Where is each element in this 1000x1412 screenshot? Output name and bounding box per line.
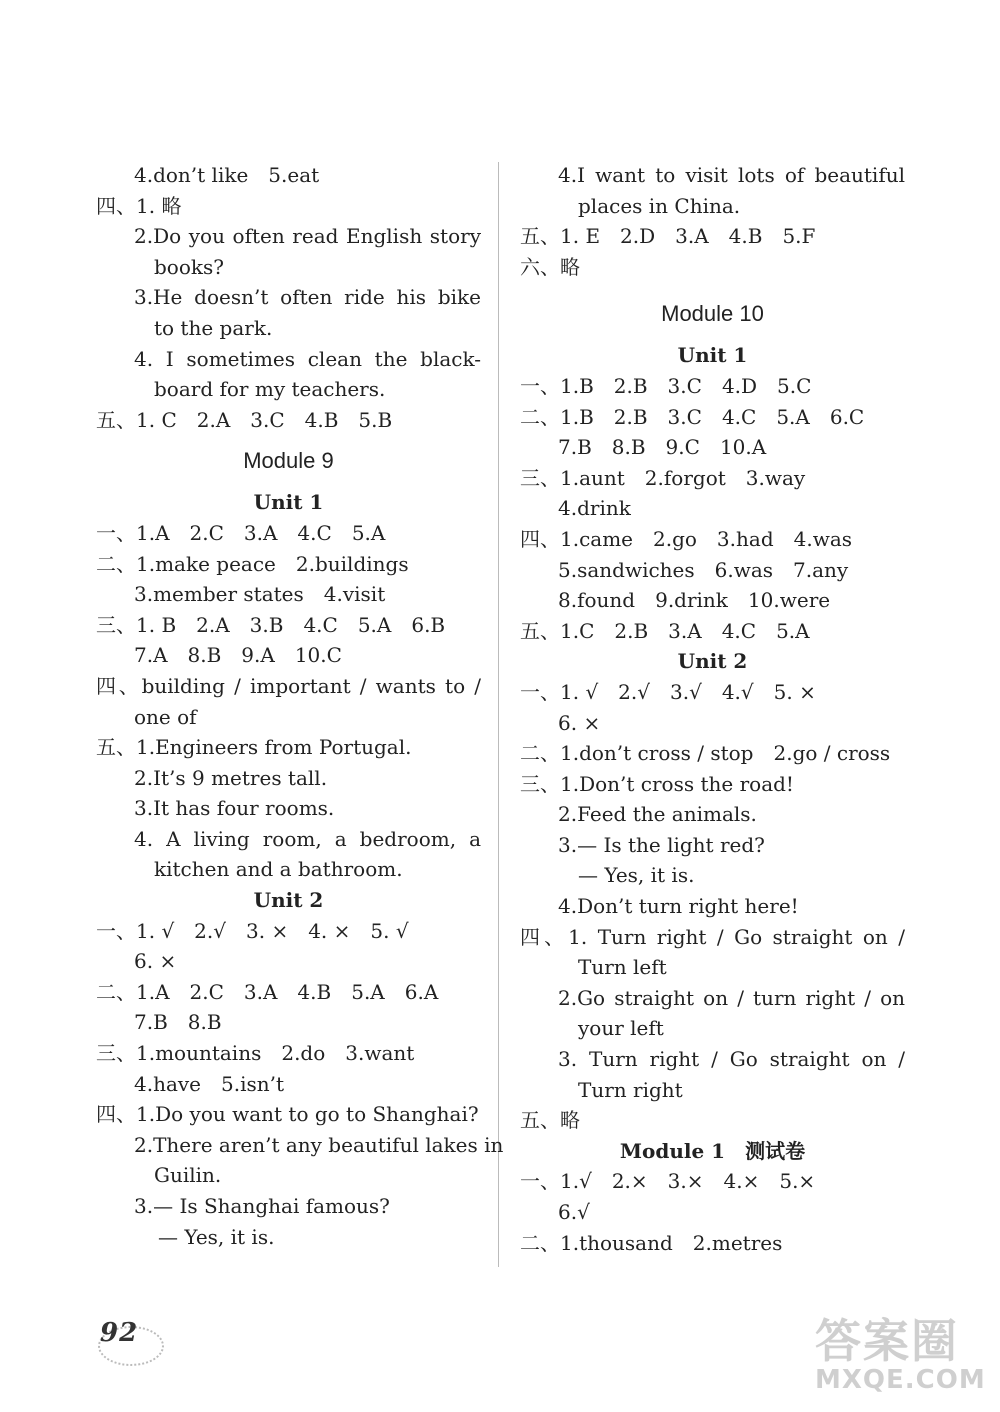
answer-line: 2.It’s 9 metres tall. [134,765,328,790]
answer-line: 7.A 8.B 9.A 10.C [134,643,342,668]
answer-line: your left [578,1016,664,1041]
answer-line: 二、1.make peace 2.buildings [96,551,409,576]
watermark-logo-text: 答案圈 [815,1314,959,1368]
answer-line: 4.have 5.isn’t [134,1071,285,1096]
unit-1-title: Unit 1 [677,343,748,368]
unit-1-title: Unit 1 [253,490,324,515]
answer-line: to the park. [154,315,273,340]
answer-line: 6.√ [558,1200,590,1224]
answer-line: places in China. [578,193,741,218]
answer-line: 五、1.Engineers from Portugal. [96,735,412,760]
answer-line: 6. × [134,949,177,974]
answer-line: 3.He doesn’t often ride his bike [134,285,481,310]
answer-line: 2.Do you often read English story [134,224,481,249]
unit-2-title: Unit 2 [677,649,748,674]
answer-line: 4. I sometimes clean the black- [134,346,481,371]
answer-line: 3.member states 4.visit [134,582,386,607]
unit-2-title: Unit 2 [253,888,324,913]
answer-line: kitchen and a bathroom. [154,857,403,882]
answer-line: 五、略 [520,1108,580,1133]
answer-line: 二、1.thousand 2.metres [520,1230,783,1255]
answer-line: 7.B 8.B 9.C 10.A [558,435,767,460]
answer-line: 三、1.mountains 2.do 3.want [96,1041,415,1066]
answer-line: 3.— Is the light red? [558,832,765,857]
answer-line: 2.There aren’t any beautiful lakes in [134,1132,504,1157]
answer-line: 四、1.came 2.go 3.had 4.was [520,526,853,551]
answer-line: 4.don’t like 5.eat [134,163,320,187]
answer-line: 四、building / important / wants to / [96,673,481,698]
answer-line: 四、1. 略 [96,193,182,218]
column-divider [498,162,499,1267]
answer-line: 三、1. B 2.A 3.B 4.C 5.A 6.B [96,612,446,637]
left-column [96,160,504,1252]
answer-line: 二、1.don’t cross / stop 2.go / cross [520,741,891,766]
answer-line: board for my teachers. [154,377,386,402]
answer-line: 五、1. E 2.D 3.A 4.B 5.F [520,224,816,249]
answer-line: 7.B 8.B [134,1010,222,1035]
answer-line: — Yes, it is. [158,1224,275,1249]
answer-line: Guilin. [154,1163,222,1188]
answer-line: 3.— Is Shanghai famous? [134,1194,390,1218]
answer-line: — Yes, it is. [578,863,695,888]
answer-line: 6. × [558,710,601,735]
module-10-title: Module 10 [661,301,764,327]
answer-line: 8.found 9.drink 10.were [558,588,831,613]
answer-line: 4.Don’t turn right here! [558,894,799,919]
answer-line: 四、1.Do you want to go to Shanghai? [96,1102,479,1127]
answer-line: 2.Feed the animals. [558,802,757,827]
answer-line: 3. Turn right / Go straight on / [558,1047,905,1072]
answer-line: books? [154,254,224,279]
test-title: Module 1 测试卷 [619,1138,806,1163]
right-column [520,160,905,1258]
watermark-url: MXQE.COM [815,1365,986,1395]
answer-line: 二、1.B 2.B 3.C 4.C 5.A 6.C [520,404,865,429]
watermark [815,1305,986,1395]
answer-line: 一、1. √ 2.√ 3. × 4. × 5. √ [96,918,409,943]
answer-line: 三、1.Don’t cross the road! [520,771,794,796]
answer-line: 五、1.C 2.B 3.A 4.C 5.A [520,618,810,643]
answer-line: 一、1. √ 2.√ 3.√ 4.√ 5. × [520,679,816,704]
page-number: 92 [100,1318,139,1348]
answer-line: 4.drink [558,496,631,521]
answer-line: 一、1.A 2.C 3.A 4.C 5.A [96,520,386,545]
answer-line: Turn right [578,1077,683,1102]
answer-line: 一、1.√ 2.× 3.× 4.× 5.× [520,1169,816,1194]
answer-line: 四、1. Turn right / Go straight on / [520,924,905,949]
answer-line: 五、1. C 2.A 3.C 4.B 5.B [96,407,393,432]
answer-line: 三、1.aunt 2.forgot 3.way [520,465,806,490]
answer-line: Turn left [578,955,667,980]
answer-line: one of [134,704,197,729]
answer-line: 一、1.B 2.B 3.C 4.D 5.C [520,373,812,398]
answer-line: 二、1.A 2.C 3.A 4.B 5.A 6.A [96,979,439,1004]
answer-line: 3.It has four rooms. [134,796,335,821]
answer-line: 六、略 [520,254,580,279]
module-9-title: Module 9 [243,448,334,474]
answer-line: 4. A living room, a bedroom, a [134,826,481,851]
answer-line: 2.Go straight on / turn right / on [558,985,905,1010]
answer-line: 5.sandwiches 6.was 7.any [558,557,849,582]
answer-line: 4.I want to visit lots of beautiful [558,163,905,187]
